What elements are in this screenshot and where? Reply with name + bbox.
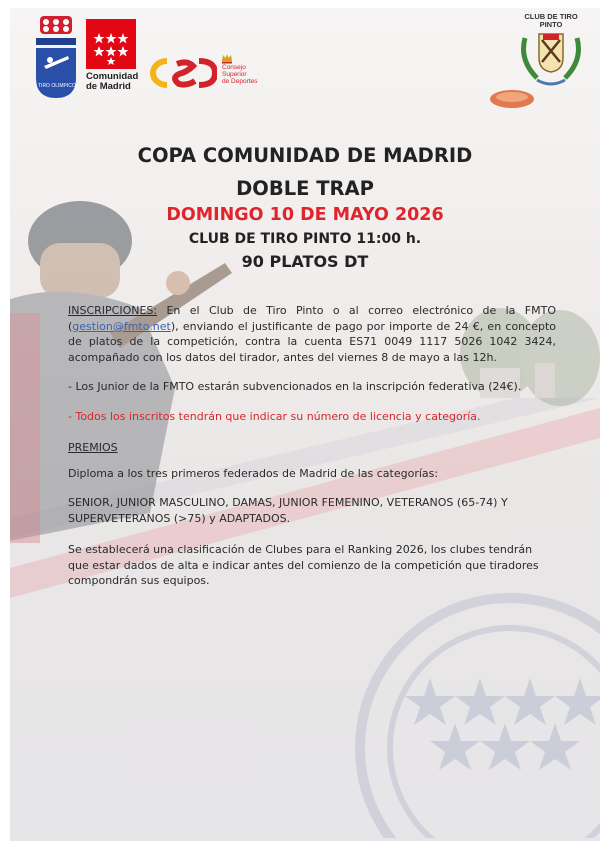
event-plates: 90 PLATOS DT [241,252,369,271]
diploma-text: Diploma a los tres primeros federados de Madrid de las categorías: [68,466,439,480]
csd-line1: Consejo [222,64,246,71]
csd-line3: de Deportes [222,78,258,85]
comunidad-madrid-stars-icon [86,19,136,69]
event-discipline: DOBLE TRAP [236,177,374,200]
csd-logo [147,56,217,90]
categories-text: SENIOR, JUNIOR MASCULINO, DAMAS, JUNIOR FEMENINO, VETERANOS (65-74) Y SUPERVETERANOS (>75) y ADAPTADOS. [68,496,508,525]
csd-line2: Superior [222,71,247,78]
clay-target-icon [488,88,536,110]
junior-note: - Los Junior de la FMTO estarán subvencionados en la inscripción federativa (24€). [68,380,522,393]
comunidad-line2: de Madrid [86,81,131,92]
licence-note: - Todos los inscritos tendrán que indicar su número de licencia y categoría. [68,409,481,423]
crown-icon [221,52,233,64]
inscripciones-text1: En el Club de Tiro Pinto o al correo electrónico de la FMTO ( [68,304,556,333]
comunidad-line1: Comunidad [86,71,139,82]
comunidad-madrid-flag [86,19,136,69]
event-title: COPA COMUNIDAD DE MADRID [137,144,473,167]
premios-label: PREMIOS [68,441,118,454]
clubs-ranking-text: Se establecerá una clasificación de Clubes para el Ranking 2026, los clubes tendrán que estar dados de alta e indicar antes del comienzo de la competición que tiradores compondrán sus equipos. [68,543,539,587]
inscripciones-paragraph [68,303,556,365]
event-details [68,303,556,589]
club-logo-line2: PINTO [539,20,563,29]
event-date: DOMINGO 10 DE MAYO 2026 [166,205,444,225]
event-venue-time: CLUB DE TIRO PINTO 11:00 h. [188,231,422,247]
poster [10,8,600,841]
inscripciones-label: INSCRIPCIONES: [68,304,158,317]
star-emblem-background [340,548,600,838]
fmto-logo-text: TIRO OLIMPICO [38,83,76,89]
email-link[interactable]: gestion@fmto.net [72,319,171,333]
club-tiro-pinto-logo [517,10,585,92]
club-logo-line1: CLUB DE TIRO [524,12,578,21]
comunidad-madrid-wordmark [86,72,138,92]
csd-wordmark [222,64,257,85]
inscripciones-text2: ), enviando el justificante de pago por importe de 24 €, en concepto de platos de la competición, contra la cuenta ES71 0049 1117 5026 1042 3424, acompañado con los datos del tirador, antes del viernes 8 de mayo a las 12h. [68,319,556,364]
